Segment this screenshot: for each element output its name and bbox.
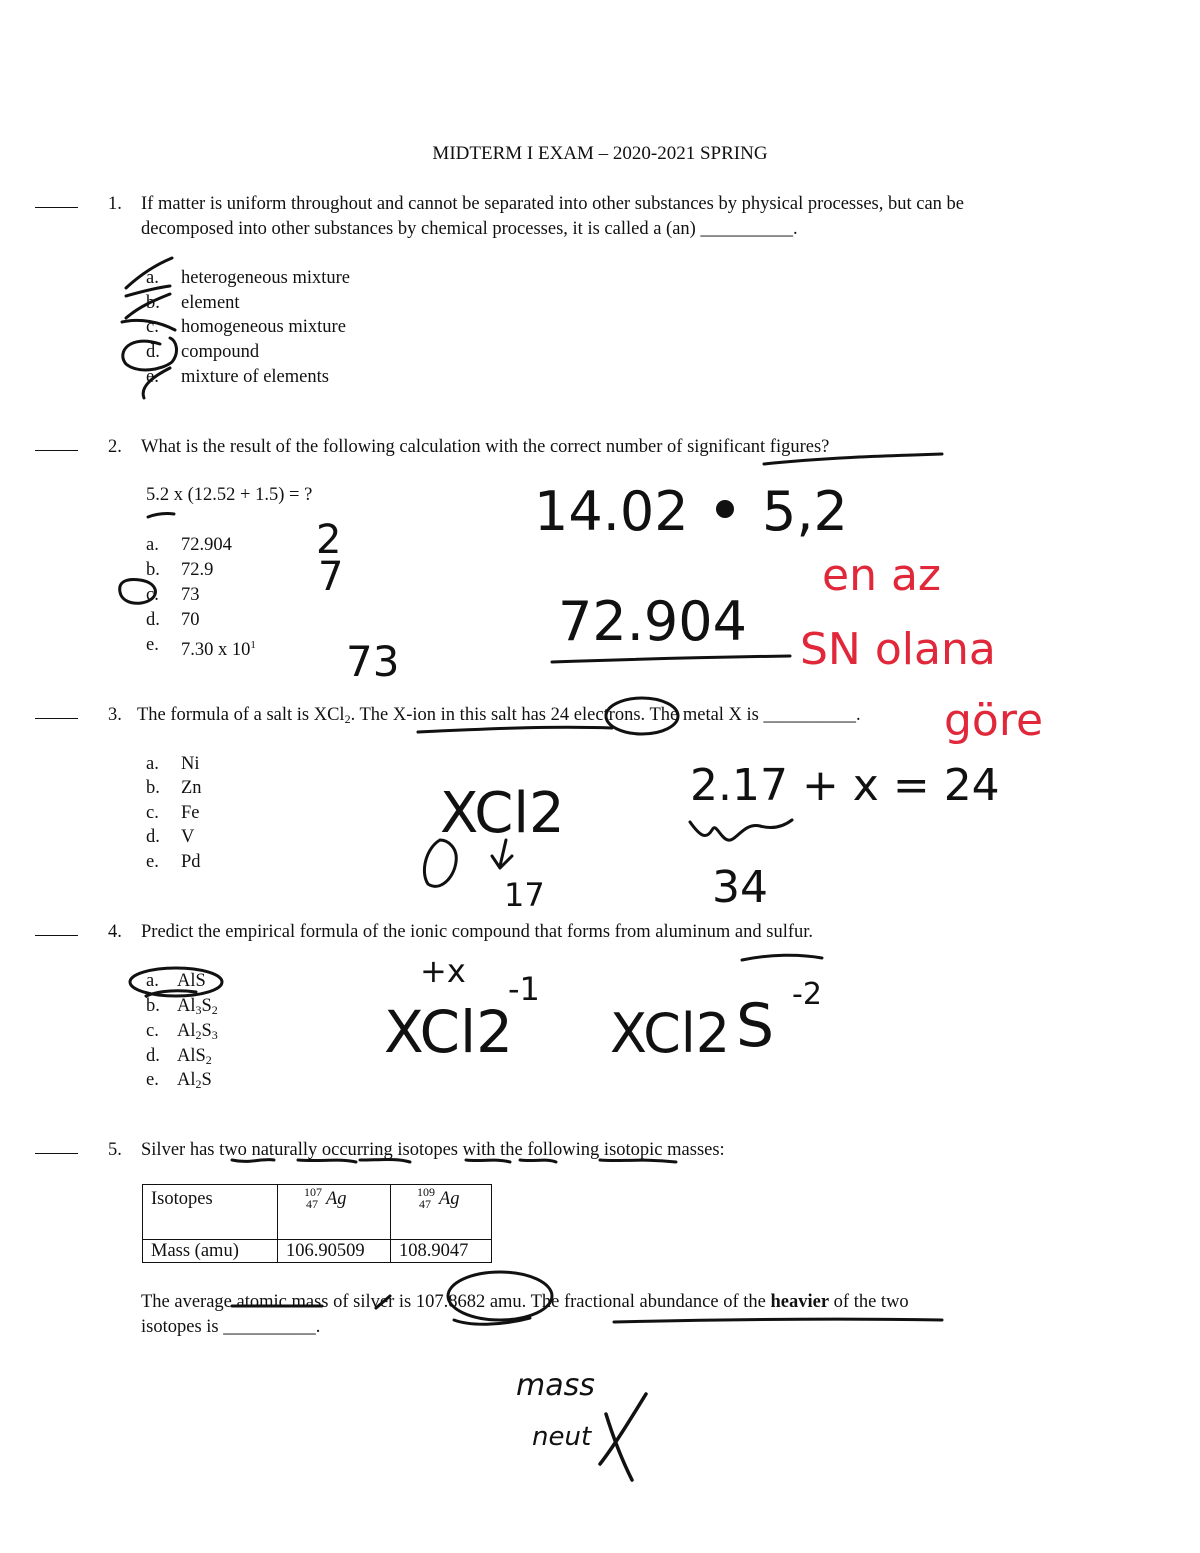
q3-handwriting bbox=[440, 760, 1000, 914]
expression: 5.2 x (12.52 + 1.5) = ? bbox=[146, 485, 313, 505]
handwritten-neut: neut bbox=[532, 1422, 592, 1452]
question-text: The formula of a salt is XCl$_2$. The X-ion in this salt has 24 electrons. The metal X is __________. bbox=[137, 705, 861, 726]
option-text: AlS bbox=[177, 971, 206, 991]
option-text: Ni bbox=[181, 754, 200, 774]
q5-handwriting bbox=[516, 1368, 595, 1452]
handwritten-17: 17 bbox=[504, 876, 545, 914]
option-text: 72.9 bbox=[181, 560, 214, 580]
red-note-line-1: en az bbox=[822, 550, 942, 601]
option-text: 7.30 x $10^1$ bbox=[181, 639, 256, 660]
option-letter: e. bbox=[146, 635, 159, 655]
option-letter: d. bbox=[146, 1046, 160, 1066]
option-text: 73 bbox=[181, 585, 200, 605]
multiply-dot-icon bbox=[716, 500, 734, 518]
handwritten-34: 34 bbox=[712, 862, 768, 913]
red-note-line-2: SN olana bbox=[800, 624, 996, 675]
option-text: Fe bbox=[181, 803, 200, 823]
mass-cell: 106.90509 bbox=[278, 1240, 391, 1263]
question-number: 2. bbox=[108, 437, 122, 457]
handwritten-5-2: 5,2 bbox=[762, 480, 848, 543]
option-letter: d. bbox=[146, 342, 160, 362]
option-letter: a. bbox=[146, 535, 159, 555]
option-letter: e. bbox=[146, 1070, 159, 1090]
isotope-cell: 107 47 Ag bbox=[278, 1185, 391, 1240]
option-letter: e. bbox=[146, 367, 159, 387]
option-letter: d. bbox=[146, 827, 160, 847]
q1-marks bbox=[122, 258, 176, 398]
option-letter: a. bbox=[146, 971, 159, 991]
option-letter: b. bbox=[146, 996, 160, 1016]
option-text: compound bbox=[181, 342, 260, 362]
handwritten-equation: 2.17 + x = 24 bbox=[690, 760, 1000, 811]
option-letter: a. bbox=[146, 268, 159, 288]
question-text: Silver has two naturally occurring isotopes with the following isotopic masses: bbox=[141, 1140, 725, 1160]
handwritten-plus-x: +x bbox=[420, 952, 466, 990]
handwritten-al2: XCl2 bbox=[610, 1002, 731, 1065]
table-label: Isotopes bbox=[143, 1185, 278, 1240]
q2-red-note bbox=[800, 550, 1043, 746]
option-letter: b. bbox=[146, 778, 160, 798]
option-text: 70 bbox=[181, 610, 200, 630]
option-text: mixture of elements bbox=[181, 367, 329, 387]
option-text: Zn bbox=[181, 778, 202, 798]
big-x-mark bbox=[600, 1394, 646, 1480]
option-letter: c. bbox=[146, 585, 159, 605]
option-text: element bbox=[181, 293, 240, 313]
option-text: homogeneous mixture bbox=[181, 317, 346, 337]
question-text: If matter is uniform throughout and cannot be separated into other substances by physical processes, but can be decomposed into other substances by chemical processes, it is called a (an) __________. bbox=[141, 194, 965, 239]
question-number: 4. bbox=[108, 922, 122, 942]
question-text: Predict the empirical formula of the ionic compound that forms from aluminum and sulfur. bbox=[141, 922, 814, 942]
question-number: 3. bbox=[108, 705, 122, 725]
handwritten-xcl2-ionic: XCl2 bbox=[384, 998, 514, 1066]
red-note-line-3: göre bbox=[944, 695, 1044, 746]
question-number: 1. bbox=[108, 194, 122, 214]
handwritten-14-02: 14.02 bbox=[534, 480, 689, 543]
option-text: $Al_2S$ bbox=[177, 1070, 212, 1091]
handwritten-xcl2: XCl2 bbox=[440, 781, 565, 846]
page-title: MIDTERM I EXAM – 2020-2021 SPRING bbox=[432, 143, 768, 164]
question-text: What is the result of the following calculation with the correct number of significant figures? bbox=[141, 437, 830, 457]
option-letter: a. bbox=[146, 754, 159, 774]
option-text: $Al_3S_2$ bbox=[177, 996, 218, 1017]
option-text: Pd bbox=[181, 852, 201, 872]
option-letter: e. bbox=[146, 852, 159, 872]
option-letter: d. bbox=[146, 610, 160, 630]
option-text: 72.904 bbox=[181, 535, 232, 555]
table-label: Mass (amu) bbox=[143, 1240, 278, 1263]
q4-handwriting bbox=[384, 952, 822, 1066]
handwritten-2: 2 bbox=[316, 517, 342, 563]
option-text: heterogeneous mixture bbox=[181, 268, 351, 288]
option-letter: b. bbox=[146, 560, 160, 580]
handwritten-minus-2: -2 bbox=[792, 977, 822, 1012]
option-letter: c. bbox=[146, 317, 159, 337]
option-letter: c. bbox=[146, 1021, 159, 1041]
handwritten-73: 73 bbox=[346, 637, 400, 686]
isotope-cell: 109 47 Ag bbox=[391, 1185, 492, 1240]
q4-marks bbox=[130, 955, 822, 996]
question-number: 5. bbox=[108, 1140, 122, 1160]
option-letter: b. bbox=[146, 293, 160, 313]
option-text: AlS$_2$ bbox=[177, 1046, 212, 1067]
handwritten-mass: mass bbox=[516, 1368, 595, 1403]
option-text: $Al_2S_3$ bbox=[177, 1021, 218, 1042]
q5-marks bbox=[232, 1160, 942, 1325]
option-text: V bbox=[181, 827, 195, 847]
handwritten-7: 7 bbox=[318, 554, 344, 600]
mass-cell: 108.9047 bbox=[391, 1240, 492, 1263]
option-letter: c. bbox=[146, 803, 159, 823]
handwritten-s: S bbox=[736, 991, 775, 1061]
handwritten-minus-1: -1 bbox=[508, 970, 540, 1008]
handwritten-72-904: 72.904 bbox=[558, 590, 747, 653]
